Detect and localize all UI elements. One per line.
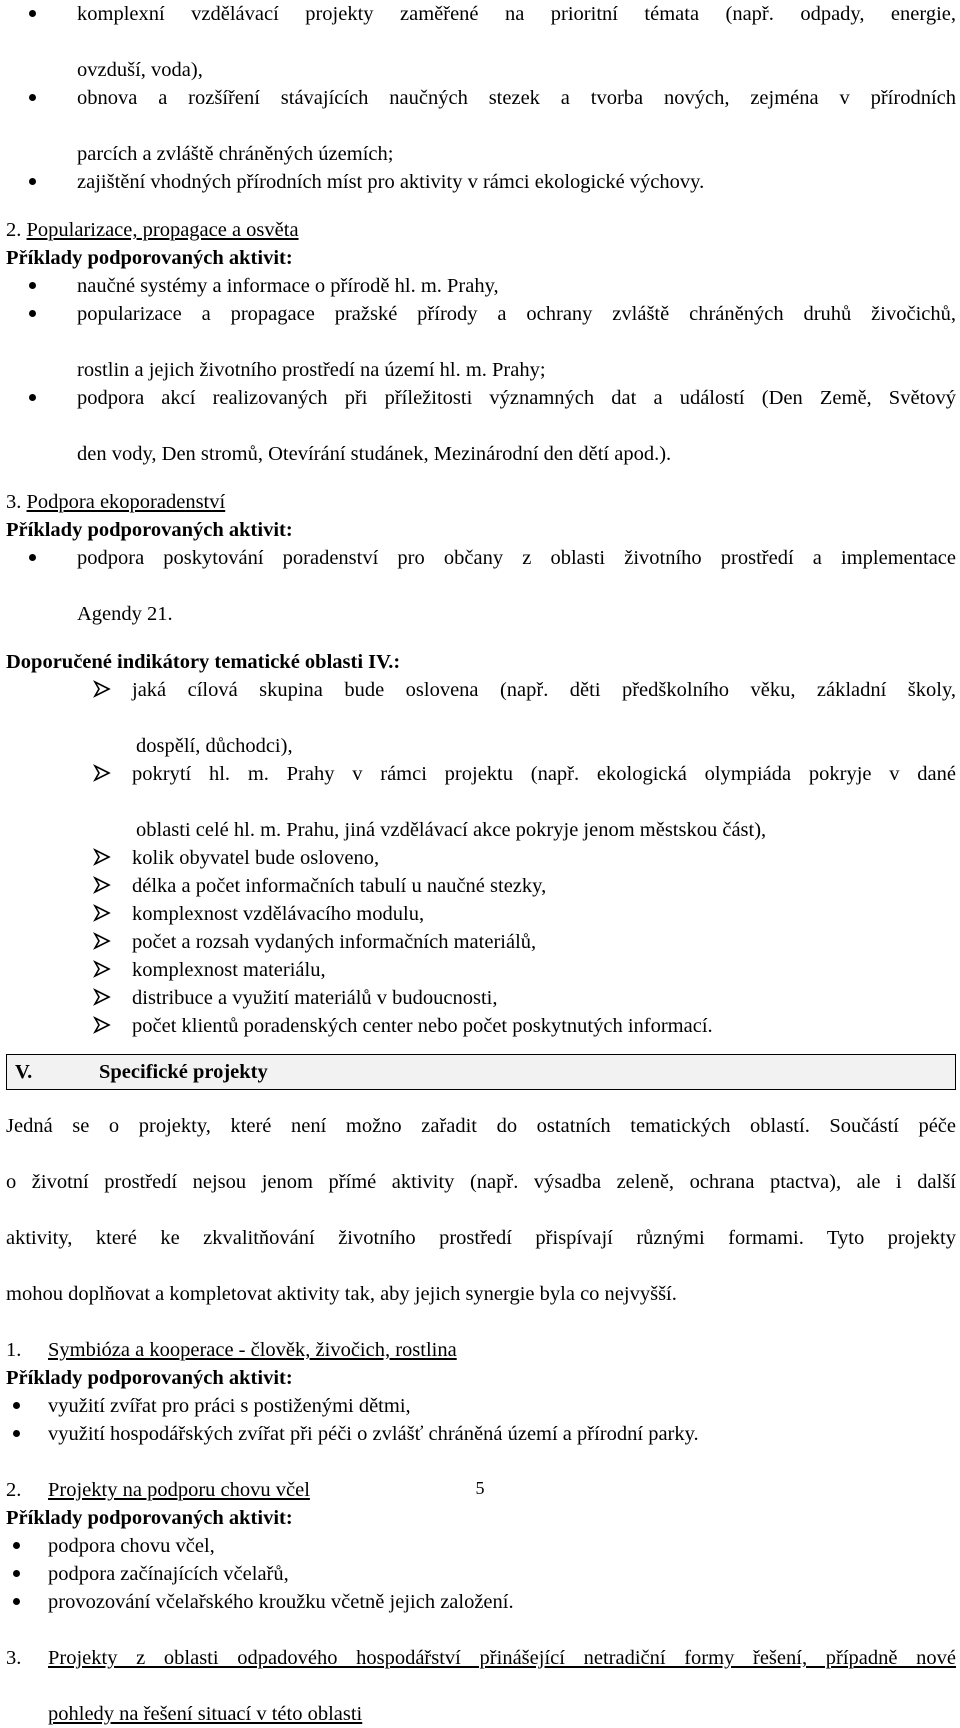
arrow-bullet-icon [92,676,112,704]
list-item: jaká cílová skupina bude oslovena (např. děti předškolního věku, základní školy, [6,676,956,732]
list-item: provozování včelařského kroužku včetně jejich založení. [6,1588,956,1616]
arrow-bullet-icon [92,928,112,956]
bullet-icon [6,1392,26,1420]
intro-paragraph [6,1112,956,1308]
list-item: využití hospodářských zvířat při péči o zvlášť chráněná území a přírodní parky. [6,1420,956,1448]
list-item: komplexnost vzdělávacího modulu, [6,900,956,928]
bullet-icon [22,384,42,412]
arrow-bullet-icon [92,900,112,928]
v1-list [6,1392,956,1448]
list-item: popularizace a propagace pražské přírody a ochrany zvláště chráněných druhů živočichů, [6,300,956,356]
list-item: podpora poskytování poradenství pro občany z oblasti životního prostředí a implementace [6,544,956,600]
list-item-cont: parcích a zvláště chráněných územích; [77,143,394,165]
examples-label: Příklady podporovaných aktivit: [6,519,293,541]
subsection-heading: 3. Projekty z oblasti odpadového hospodářství přinášející netradiční formy řešení, případně nové pohledy na řešení situací v této oblasti [6,1647,956,1725]
sec2-list [6,272,956,468]
list-item: naučné systémy a informace o přírodě hl. m. Prahy, [6,272,956,300]
paragraph-line: aktivity, které ke zkvalitňování životního prostředí přispívají různými formami. Tyto projekty [6,1227,956,1249]
bullet-icon [6,1420,26,1448]
section-heading: 3. Podpora ekoporadenství [6,491,226,513]
section-heading: 2. Popularizace, propagace a osvěta [6,219,299,241]
list-item: podpora začínajících včelařů, [6,1560,956,1588]
list-item-cont: ovzduší, voda), [77,59,203,81]
list-item-cont: oblasti celé hl. m. Prahu, jiná vzdělávací akce pokryje jenom městskou část), [136,819,767,841]
section-v-header: V. Specifické projekty [6,1054,956,1090]
examples-label: Příklady podporovaných aktivit: [6,1507,293,1529]
subsection-heading: 1. Symbióza a kooperace - člověk, živočich, rostlina [6,1339,457,1361]
list-item: využití zvířat pro práci s postiženými dětmi, [6,1392,956,1420]
list-item: počet klientů poradenských center nebo počet poskytnutých informací. [6,1012,956,1040]
top-bullet-list [6,0,956,196]
bullet-icon [6,1532,26,1560]
bullet-icon [22,168,42,196]
list-item-cont: Agendy 21. [77,603,173,625]
list-item: podpora akcí realizovaných při příležitosti významných dat a událostí (Den Země, Světový [6,384,956,440]
list-item-cont: rostlin a jejich životního prostředí na území hl. m. Prahy; [77,359,546,381]
arrow-bullet-icon [92,760,112,788]
arrow-bullet-icon [92,1012,112,1040]
arrow-bullet-icon [92,984,112,1012]
list-item: zajištění vhodných přírodních míst pro aktivity v rámci ekologické výchovy. [6,168,956,196]
indicators-list [6,676,956,1040]
list-item: kolik obyvatel bude osloveno, [6,844,956,872]
list-item: pokrytí hl. m. Prahy v rámci projektu (např. ekologická olympiáda pokryje v dané [6,760,956,816]
bullet-icon [22,272,42,300]
list-item-cont: den vody, Den stromů, Otevírání studánek, Mezinárodní den dětí apod.). [77,443,672,465]
paragraph-line: o životní prostředí nejsou jenom přímé aktivity (např. výsadba zeleně, ochrana ptactva), ale i další [6,1171,956,1193]
list-item: počet a rozsah vydaných informačních materiálů, [6,928,956,956]
indicators-heading: Doporučené indikátory tematické oblasti IV.: [6,651,401,673]
paragraph-line: Jedná se o projekty, které není možno zařadit do ostatních tematických oblastí. Součástí péče [6,1115,956,1137]
bullet-icon [22,0,42,28]
page-number: 5 [475,1478,485,1498]
paragraph-line: mohou doplňovat a kompletovat aktivity tak, aby jejich synergie byla co nejvyšší. [6,1283,677,1305]
examples-label: Příklady podporovaných aktivit: [6,1367,293,1389]
bullet-icon [22,300,42,328]
arrow-bullet-icon [92,956,112,984]
sec3-list [6,544,956,628]
arrow-bullet-icon [92,872,112,900]
arrow-bullet-icon [92,844,112,872]
bullet-icon [22,84,42,112]
examples-label: Příklady podporovaných aktivit: [6,247,293,269]
document-page [6,0,956,1728]
list-item: podpora chovu včel, [6,1532,956,1560]
list-item: komplexní vzdělávací projekty zaměřené na prioritní témata (např. odpady, energie, [6,0,956,56]
bullet-icon [6,1560,26,1588]
bullet-icon [6,1588,26,1616]
list-item: distribuce a využití materiálů v budoucnosti, [6,984,956,1012]
list-item: komplexnost materiálu, [6,956,956,984]
list-item: délka a počet informačních tabulí u naučné stezky, [6,872,956,900]
v2-list [6,1532,956,1616]
subsection-heading: 2. Projekty na podporu chovu včel [6,1479,310,1501]
bullet-icon [22,544,42,572]
list-item: obnova a rozšíření stávajících naučných stezek a tvorba nových, zejména v přírodních [6,84,956,140]
list-item-cont: dospělí, důchodci), [136,735,293,757]
